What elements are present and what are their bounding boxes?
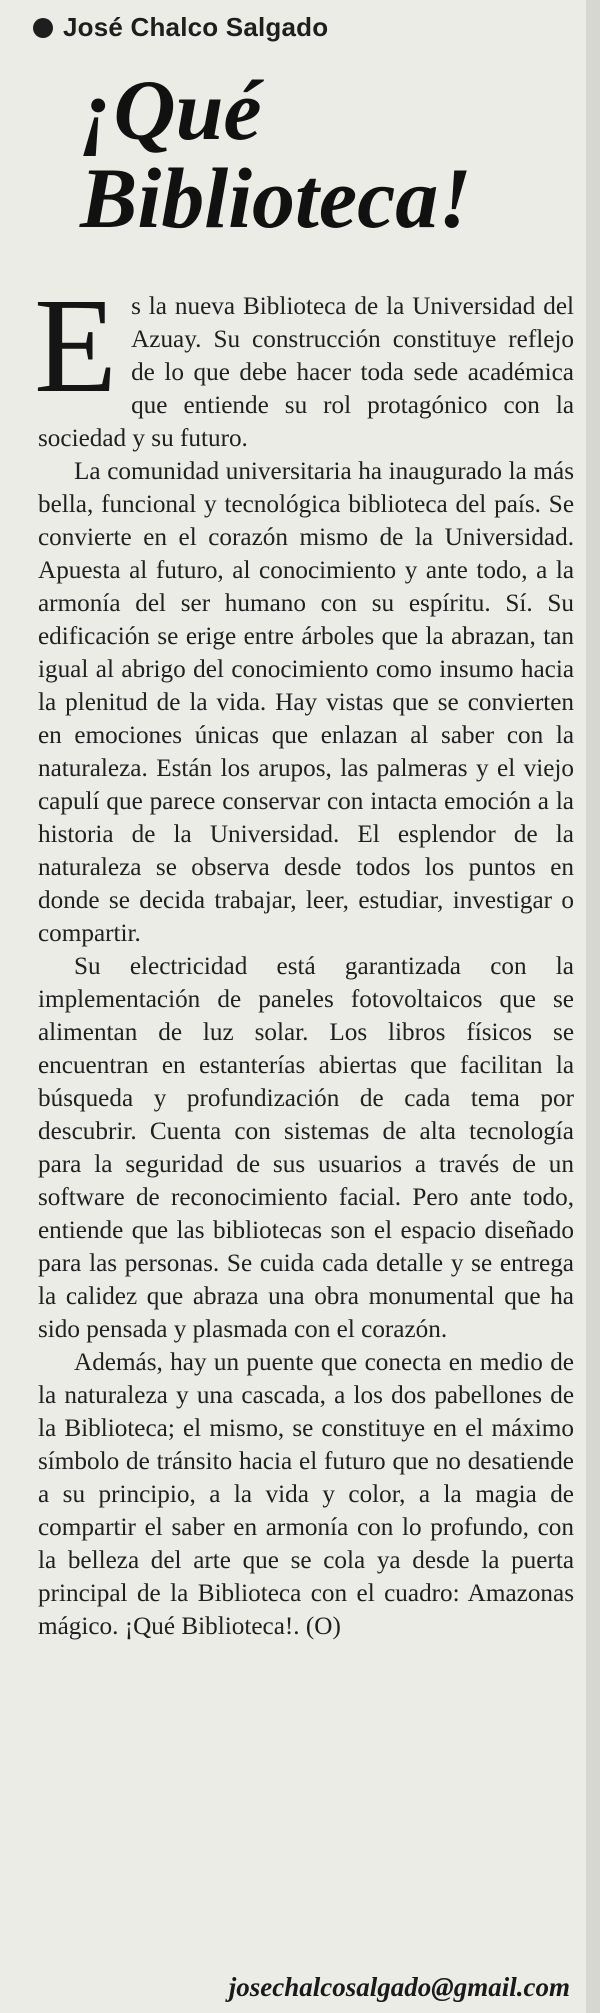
article-body	[34, 271, 574, 1643]
title-line-1: ¡Qué	[80, 62, 262, 158]
author-byline	[33, 12, 328, 43]
bullet-icon	[33, 18, 53, 38]
author-name: José Chalco Salgado	[63, 12, 329, 42]
title-line-2: Biblioteca!	[80, 150, 472, 246]
article-title	[80, 62, 580, 246]
paragraph-4: Además, hay un puente que conecta en medio de la naturaleza y una cascada, a los dos pabellones de la Biblioteca; el mismo, se constituye en el máximo símbolo de tránsito hacia el futuro que no desatiende a su principio, a la vida y color, a la magia de compartir el saber en armonía con lo profundo, con la belleza del arte que se cola ya desde la puerta principal de la Biblioteca con el cuadro: Amazonas mágico. ¡Qué Biblioteca!. (O)	[38, 1349, 574, 1640]
paragraph-2: La comunidad universitaria ha inaugurado la más bella, funcional y tecnológica biblioteca del país. Se convierte en el corazón mismo de la Universidad. Apuesta al futuro, al conocimiento y ante todo, a la armonía del ser humano con su espíritu. Sí. Su edificación se erige entre árboles que la abrazan, tan igual al abrigo del conocimiento como insumo hacia la plenitud de la vida. Hay vistas que se convierten en emociones únicas que enlazan al saber con la naturaleza. Están los arupos, las palmeras y el viejo capulí que parece conservar con intacta emoción a la historia de la Universidad. El esplendor de la naturaleza se observa desde todos los puntos en donde se decida trabajar, leer, estudiar, investigar o compartir.	[38, 458, 574, 947]
paragraph-1	[34, 271, 574, 455]
author-email: josechalcosalgado@gmail.com	[228, 1972, 570, 2002]
paragraph-1-text: s la nueva Biblioteca de la Universidad del Azuay. Su construcción constituye reflejo de lo que debe hacer toda sede académica que entiende su rol protagónico con la sociedad y su futuro.	[38, 293, 574, 452]
paragraph-3: Su electricidad está garantizada con la implementación de paneles fotovoltaicos que se alimentan de luz solar. Los libros físicos se encuentran en estanterías abiertas que facilitan la búsqueda y profundización de cada tema por descubrir. Cuenta con sistemas de alta tecnología para la seguridad de sus usuarios a través de un software de reconocimiento facial. Pero ante todo, entiende que las bibliotecas son el espacio diseñado para las personas. Se cuida cada detalle y se entrega la calidez que abraza una obra monumental que ha sido pensada y plasmada con el corazón.	[38, 953, 574, 1343]
drop-cap: E	[34, 271, 118, 421]
page-edge	[586, 0, 600, 2013]
